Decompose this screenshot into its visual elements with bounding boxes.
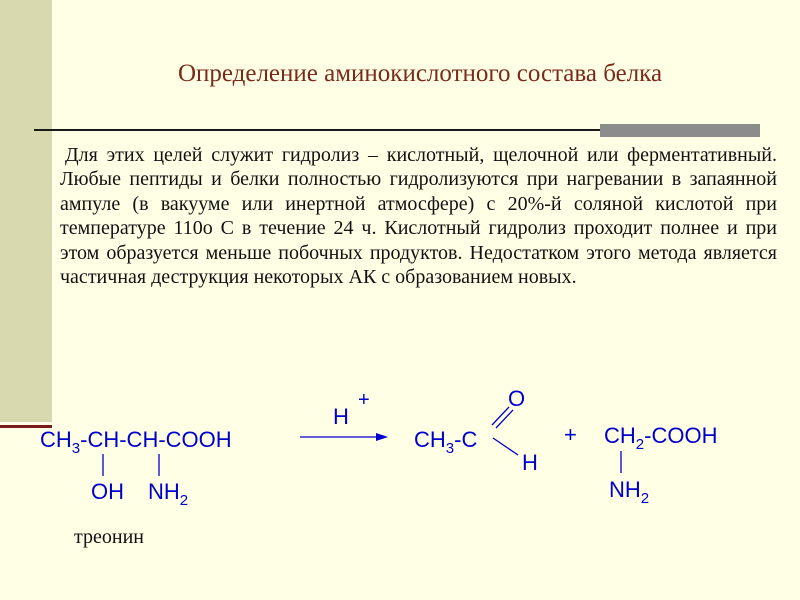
reactant-ch3: CH	[40, 427, 72, 452]
reactant-oh: OH	[91, 479, 124, 504]
bond-c-h	[493, 438, 518, 455]
product2-nh2: $NH_2$	[609, 477, 650, 507]
product2-formula: $CH_2$-COOH	[604, 423, 718, 453]
catalyst-charge: +	[358, 389, 370, 411]
reactant-nh2: $NH_2$	[148, 479, 189, 509]
reactant-formula: $CH_3-CH-CH$-COOH	[40, 427, 232, 457]
reaction-arrowhead	[376, 433, 388, 441]
product1-o: O	[508, 386, 526, 411]
plus-sign: +	[564, 422, 577, 447]
product1-h: H	[522, 450, 538, 475]
main-paragraph: Для этих целей служит гидролиз – кислотный, щелочной или ферментативный. Любые пептиды и белки полностью гидролизуются при нагревании в запаянной ампуле (в вакууме или инертной атмосфере) с 20%-й соляной кислотой при температуре 110о С в течение 24 ч. Кислотный гидролиз проходит полнее и при этом образуется меньше побочных продуктов. Недостатком этого метода является частичная деструкция некоторых АК с образованием новых.	[60, 144, 777, 289]
product1-formula: $CH_3-C$	[414, 427, 478, 457]
catalyst-h: H	[333, 404, 349, 429]
slide-title: Определение аминокислотного состава белка	[177, 60, 663, 87]
threonine-label: треонин	[74, 526, 144, 548]
